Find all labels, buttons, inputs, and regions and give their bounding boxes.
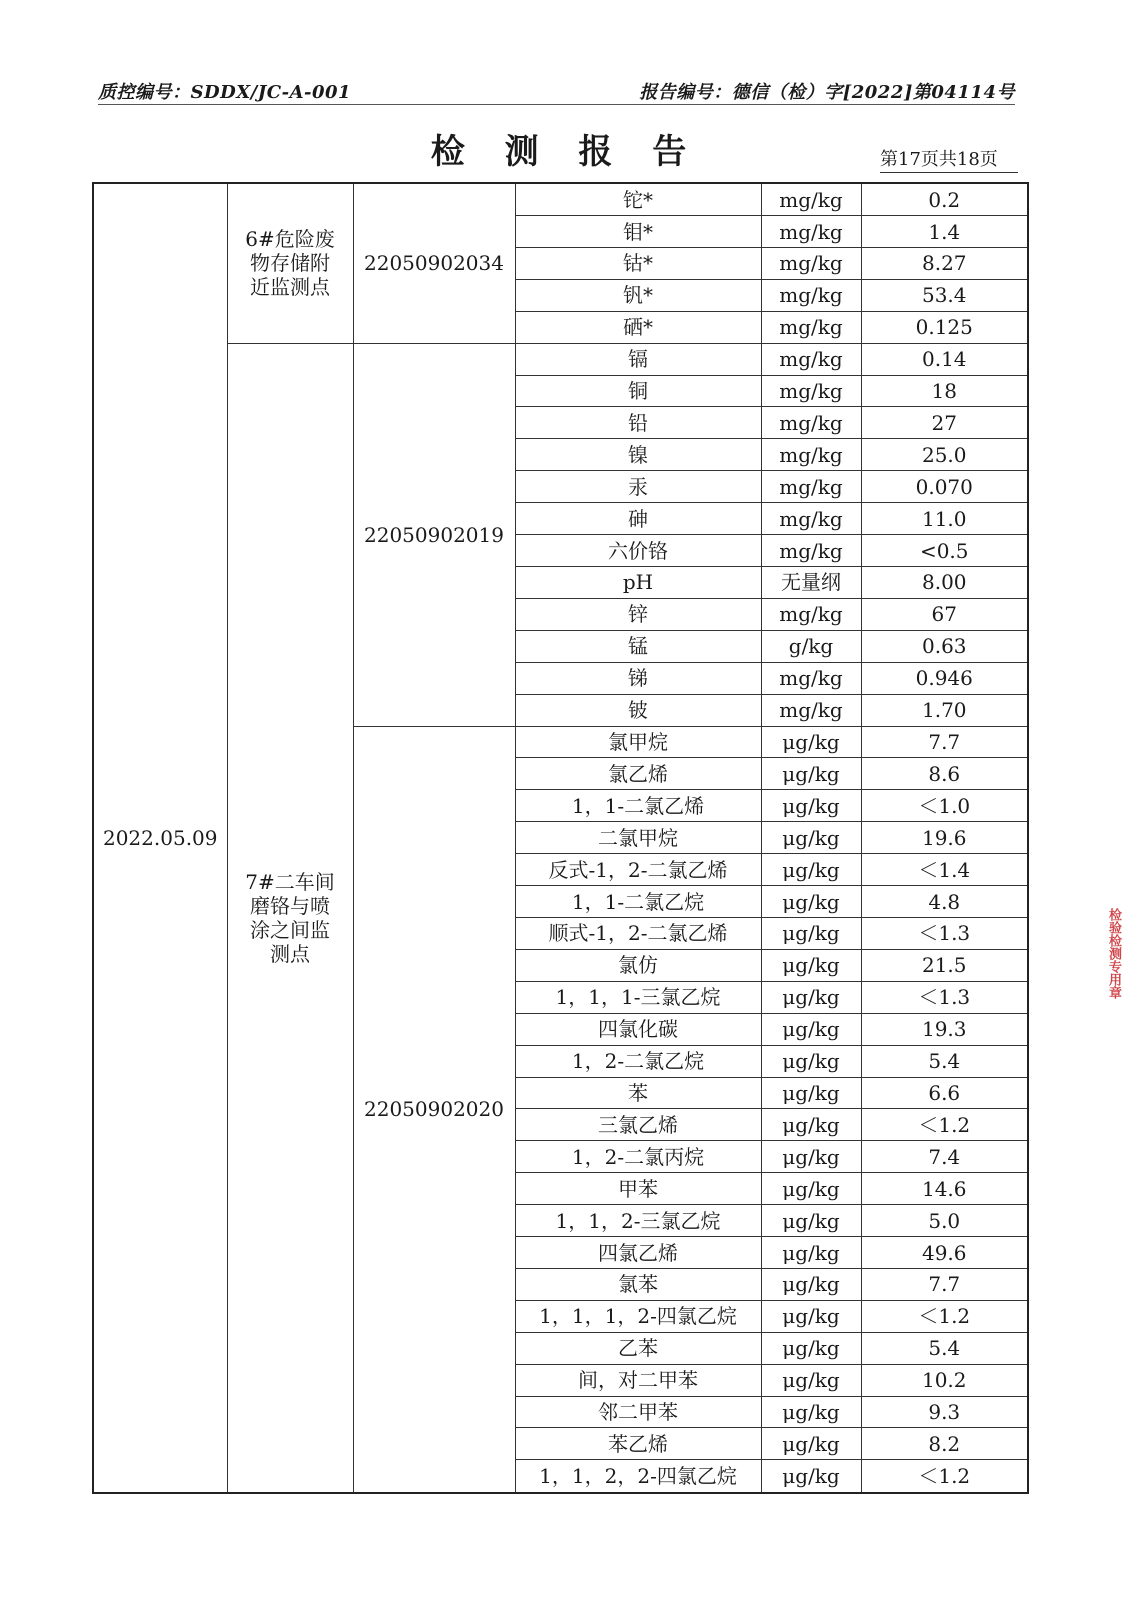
result-value: 0.070 [861, 471, 1028, 503]
result-value: 5.4 [861, 1332, 1028, 1364]
result-value: 7.7 [861, 1268, 1028, 1300]
test-item: 锌 [515, 598, 761, 630]
result-value: 5.4 [861, 1045, 1028, 1077]
test-item: 1，2-二氯丙烷 [515, 1141, 761, 1173]
unit: μg/kg [761, 1396, 861, 1428]
monitoring-location [227, 343, 353, 1493]
unit: μg/kg [761, 1460, 861, 1493]
sample-id: 22050902019 [353, 343, 515, 726]
unit: mg/kg [761, 407, 861, 439]
test-item: 三氯乙烯 [515, 1109, 761, 1141]
test-item: 1，1-二氯乙烷 [515, 886, 761, 918]
unit: mg/kg [761, 471, 861, 503]
unit: mg/kg [761, 439, 861, 471]
page-indicator-underline [880, 172, 1018, 173]
result-value: ＜1.2 [861, 1109, 1028, 1141]
test-item: 四氯化碳 [515, 1013, 761, 1045]
test-item: 镍 [515, 439, 761, 471]
test-item: 锑 [515, 662, 761, 694]
result-value: 10.2 [861, 1364, 1028, 1396]
result-value: ＜1.2 [861, 1300, 1028, 1332]
result-value: 0.946 [861, 662, 1028, 694]
test-item: 反式-1，2-二氯乙烯 [515, 854, 761, 886]
result-value: 11.0 [861, 503, 1028, 535]
result-value: ＜1.2 [861, 1460, 1028, 1493]
page-indicator: 第17页共18页 [880, 149, 998, 170]
test-item: 1，1-二氯乙烯 [515, 790, 761, 822]
test-item: 六价铬 [515, 535, 761, 567]
test-item: pH [515, 567, 761, 599]
test-item: 甲苯 [515, 1173, 761, 1205]
result-value: 5.0 [861, 1205, 1028, 1237]
unit: μg/kg [761, 1013, 861, 1045]
unit: 无量纲 [761, 567, 861, 599]
test-item: 钼* [515, 216, 761, 248]
result-value: 49.6 [861, 1237, 1028, 1269]
unit: μg/kg [761, 1332, 861, 1364]
test-item: 氯甲烷 [515, 726, 761, 758]
monitoring-location-label: 6#危险废物存储附近监测点 [245, 227, 335, 300]
test-item: 苯乙烯 [515, 1428, 761, 1460]
unit: μg/kg [761, 1300, 861, 1332]
unit: μg/kg [761, 886, 861, 918]
result-value: 0.63 [861, 630, 1028, 662]
test-item: 1，2-二氯乙烷 [515, 1045, 761, 1077]
unit: μg/kg [761, 1205, 861, 1237]
unit: mg/kg [761, 343, 861, 375]
test-item: 1，1，1-三氯乙烷 [515, 981, 761, 1013]
report-title: 检 测 报 告 [430, 132, 701, 172]
result-value: 9.3 [861, 1396, 1028, 1428]
sampling-date: 2022.05.09 [93, 183, 227, 1493]
test-item: 砷 [515, 503, 761, 535]
unit: μg/kg [761, 790, 861, 822]
test-item: 1，1，2-三氯乙烷 [515, 1205, 761, 1237]
unit: μg/kg [761, 1077, 861, 1109]
test-item: 铊* [515, 183, 761, 216]
test-item: 顺式-1，2-二氯乙烯 [515, 917, 761, 949]
unit: mg/kg [761, 247, 861, 279]
unit: mg/kg [761, 503, 861, 535]
unit: μg/kg [761, 1237, 861, 1269]
unit: mg/kg [761, 375, 861, 407]
unit: μg/kg [761, 1268, 861, 1300]
unit: μg/kg [761, 917, 861, 949]
monitoring-location [227, 183, 353, 343]
test-item: 锰 [515, 630, 761, 662]
report-number: 报告编号：德信（检）字[2022]第04114号 [639, 82, 1015, 103]
test-item: 邻二甲苯 [515, 1396, 761, 1428]
test-item: 苯 [515, 1077, 761, 1109]
results-table [92, 182, 1029, 1494]
result-value: 8.27 [861, 247, 1028, 279]
test-item: 1，1，2，2-四氯乙烷 [515, 1460, 761, 1493]
test-item: 铅 [515, 407, 761, 439]
result-value: 1.70 [861, 694, 1028, 726]
result-value: <0.5 [861, 535, 1028, 567]
result-value: 21.5 [861, 949, 1028, 981]
unit: μg/kg [761, 1173, 861, 1205]
table-row [93, 343, 1028, 375]
unit: μg/kg [761, 1045, 861, 1077]
test-item: 乙苯 [515, 1332, 761, 1364]
unit: mg/kg [761, 694, 861, 726]
test-item: 铍 [515, 694, 761, 726]
test-item: 镉 [515, 343, 761, 375]
unit: μg/kg [761, 758, 861, 790]
unit: mg/kg [761, 662, 861, 694]
result-value: ＜1.3 [861, 981, 1028, 1013]
result-value: 8.6 [861, 758, 1028, 790]
test-item: 氯乙烯 [515, 758, 761, 790]
result-value: 0.125 [861, 311, 1028, 343]
result-value: 0.2 [861, 183, 1028, 216]
result-value: 1.4 [861, 216, 1028, 248]
results-table-body [93, 183, 1028, 1493]
header-divider [98, 104, 1015, 105]
result-value: 14.6 [861, 1173, 1028, 1205]
test-item: 钴* [515, 247, 761, 279]
test-item: 二氯甲烷 [515, 822, 761, 854]
unit: mg/kg [761, 279, 861, 311]
test-item: 间，对二甲苯 [515, 1364, 761, 1396]
result-value: 8.2 [861, 1428, 1028, 1460]
result-value: 25.0 [861, 439, 1028, 471]
test-item: 四氯乙烯 [515, 1237, 761, 1269]
unit: μg/kg [761, 949, 861, 981]
unit: μg/kg [761, 981, 861, 1013]
unit: μg/kg [761, 1109, 861, 1141]
unit: mg/kg [761, 183, 861, 216]
test-item: 钒* [515, 279, 761, 311]
result-value: ＜1.3 [861, 917, 1028, 949]
result-value: 7.4 [861, 1141, 1028, 1173]
result-value: 53.4 [861, 279, 1028, 311]
unit: μg/kg [761, 854, 861, 886]
result-value: 6.6 [861, 1077, 1028, 1109]
unit: μg/kg [761, 726, 861, 758]
result-value: 67 [861, 598, 1028, 630]
result-value: 8.00 [861, 567, 1028, 599]
test-item: 硒* [515, 311, 761, 343]
unit: μg/kg [761, 1364, 861, 1396]
test-item: 汞 [515, 471, 761, 503]
result-value: 18 [861, 375, 1028, 407]
unit: μg/kg [761, 822, 861, 854]
sample-id: 22050902034 [353, 183, 515, 343]
unit: mg/kg [761, 216, 861, 248]
monitoring-location-label: 7#二车间磨铬与喷涂之间监测点 [245, 869, 335, 966]
seal-stamp: 检验检测专用章 [1106, 908, 1121, 999]
sample-id: 22050902020 [353, 726, 515, 1493]
unit: mg/kg [761, 535, 861, 567]
unit: μg/kg [761, 1141, 861, 1173]
test-item: 氯苯 [515, 1268, 761, 1300]
unit: μg/kg [761, 1428, 861, 1460]
table-row [93, 183, 1028, 216]
result-value: 0.14 [861, 343, 1028, 375]
unit: g/kg [761, 630, 861, 662]
result-value: 7.7 [861, 726, 1028, 758]
result-value: ＜1.4 [861, 854, 1028, 886]
result-value: 4.8 [861, 886, 1028, 918]
test-item: 氯仿 [515, 949, 761, 981]
qc-number: 质控编号：SDDX/JC-A-001 [98, 82, 352, 103]
result-value: ＜1.0 [861, 790, 1028, 822]
result-value: 27 [861, 407, 1028, 439]
unit: mg/kg [761, 311, 861, 343]
test-item: 1，1，1，2-四氯乙烷 [515, 1300, 761, 1332]
test-item: 铜 [515, 375, 761, 407]
result-value: 19.3 [861, 1013, 1028, 1045]
result-value: 19.6 [861, 822, 1028, 854]
unit: mg/kg [761, 598, 861, 630]
